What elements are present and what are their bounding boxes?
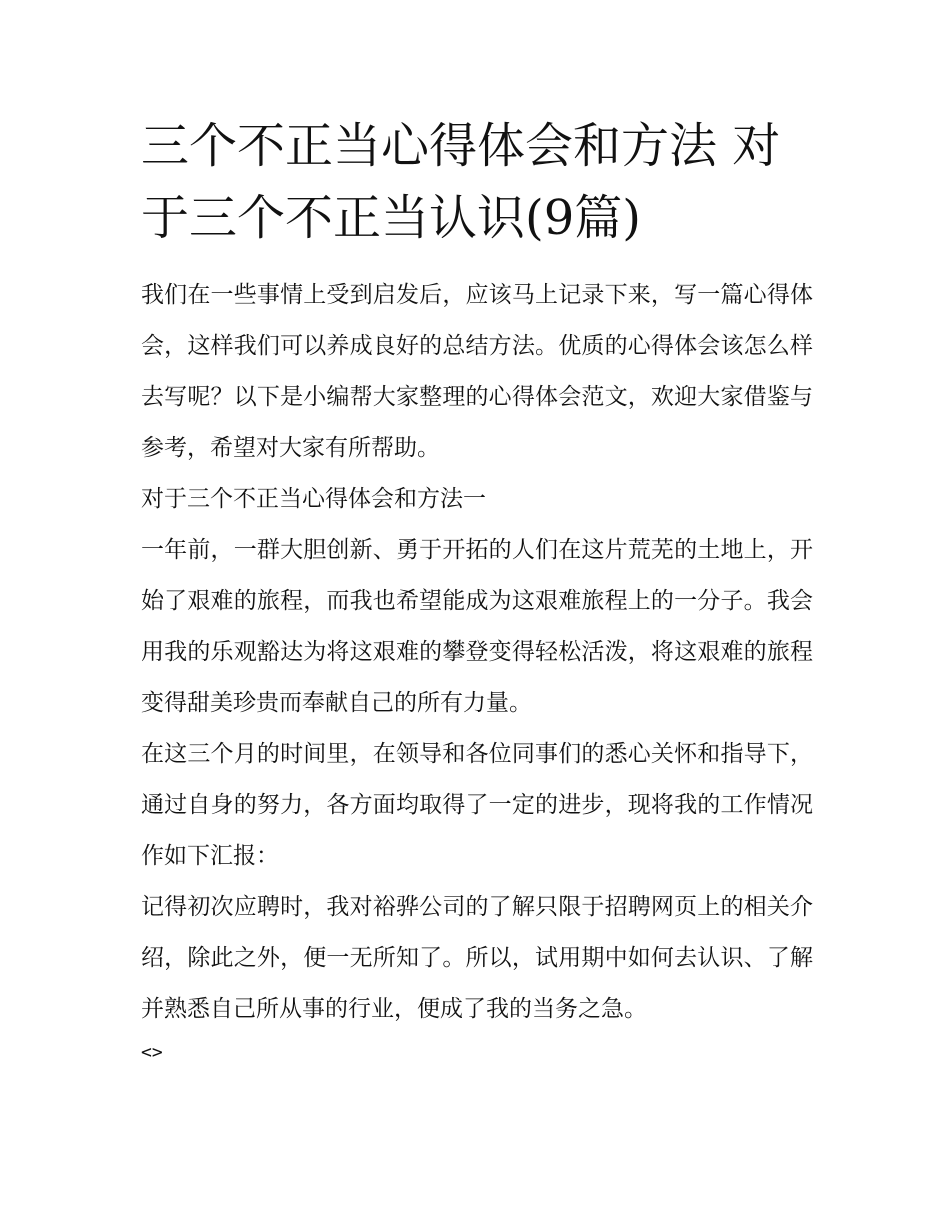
document-title: 三个不正当心得体会和方法 对于三个不正当认识(9篇) <box>141 118 781 246</box>
body-paragraph-1: 一年前，一群大胆创新、勇于开拓的人们在这片荒芜的土地上，开始了艰难的旅程，而我也希望能成为这艰难旅程上的一分子。我会用我的乐观豁达为将这艰难的攀登变得轻松活泼，将这艰难的旅程变得甜美珍贵而奉献自己的所有力量。 <box>141 537 813 716</box>
body-paragraph-2: 在这三个月的时间里，在领导和各位同事们的悉心关怀和指导下，通过自身的努力，各方面均取得了一定的进步，现将我的工作情况作如下汇报： <box>141 741 813 869</box>
body-paragraph-3: 记得初次应聘时，我对裕骅公司的了解只限于招聘网页上的相关介绍，除此之外，便一无所知了。所以，试用期中如何去认识、了解并熟悉自己所从事的行业，便成了我的当务之急。 <box>141 894 813 1022</box>
section-heading: 对于三个不正当心得体会和方法一 <box>141 486 486 512</box>
document-page <box>141 110 813 1071</box>
trailing-marker: <> <box>141 1042 163 1063</box>
intro-paragraph: 我们在一些事情上受到启发后，应该马上记录下来，写一篇心得体会，这样我们可以养成良好的总结方法。优质的心得体会该怎么样去写呢？以下是小编帮大家整理的心得体会范文，欢迎大家借鉴与参考，希望对大家有所帮助。 <box>141 282 813 461</box>
